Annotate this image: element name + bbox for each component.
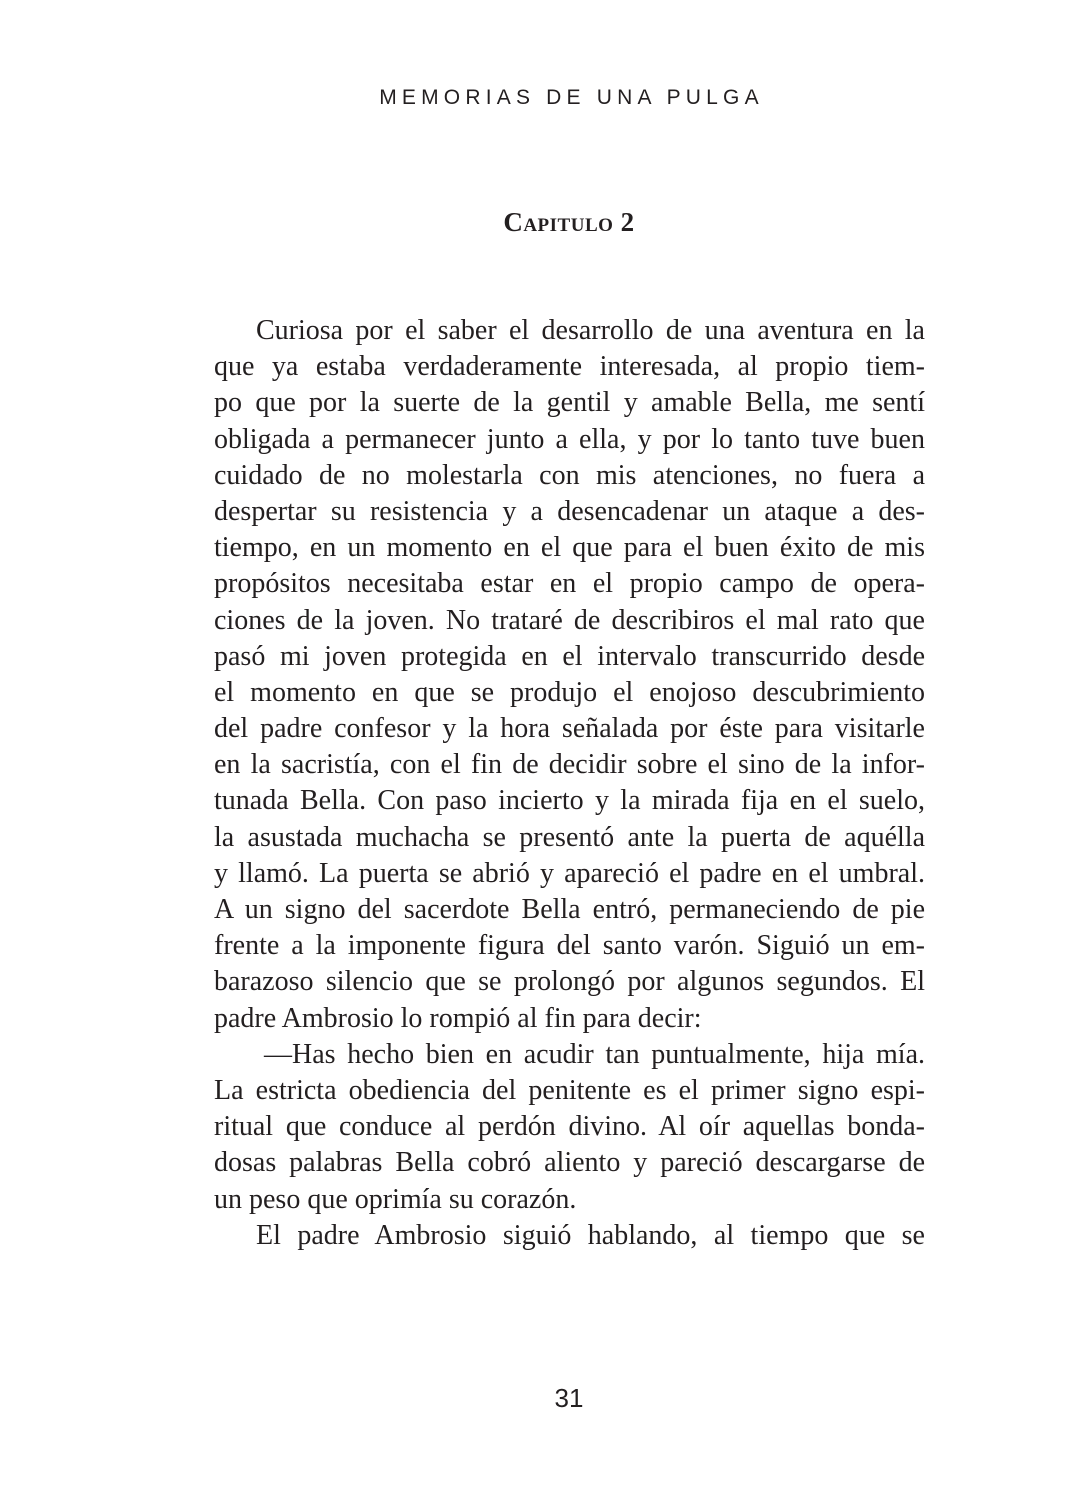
text-line: dosas palabras Bella cobró aliento y pareció descargarse de <box>214 1147 925 1179</box>
text-line: que ya estaba verdaderamente interesada, al propio tiem- <box>214 351 925 383</box>
text-line: tunada Bella. Con paso incierto y la mirada fija en el suelo, <box>214 785 925 817</box>
text-line: La estricta obediencia del penitente es el primer signo espi- <box>214 1074 925 1106</box>
text-line: A un signo del sacerdote Bella entró, permaneciendo de pie <box>214 894 925 925</box>
dialogue-line: —Has hecho bien en acudir tan puntualmente, hija mía. <box>264 1038 925 1070</box>
text-line: padre Ambrosio lo rompió al fin para decir: <box>214 1002 702 1034</box>
text-line: propósitos necesitaba estar en el propio campo de opera- <box>214 568 925 600</box>
text-line: obligada a permanecer junto a ella, y por lo tanto tuve buen <box>214 423 925 455</box>
text-line: del padre confesor y la hora señalada por éste para visitarle <box>214 713 925 745</box>
text-line: ciones de la joven. No trataré de describiros el mal rato que <box>214 604 925 636</box>
text-line: un peso que oprimía su corazón. <box>214 1183 577 1215</box>
text-line: y llamó. La puerta se abrió y apareció el padre en el umbral. <box>214 857 925 889</box>
body-text <box>214 313 925 1254</box>
text-line: ritual que conduce al perdón divino. Al oír aquellas bonda- <box>214 1111 925 1143</box>
text-line: frente a la imponente figura del santo varón. Siguió un em- <box>214 930 925 962</box>
text-line: cuidado de no molestarla con mis atenciones, no fuera a <box>214 459 925 491</box>
text-line: Curiosa por el saber el desarrollo de una aventura en la <box>256 315 925 346</box>
chapter-title: Capitulo 2 <box>503 207 635 237</box>
text-line: po que por la suerte de la gentil y amable Bella, me sentí <box>214 387 925 419</box>
text-line: en la sacristía, con el fin de decidir sobre el sino de la infor- <box>214 749 925 781</box>
text-line: pasó mi joven protegida en el intervalo transcurrido desde <box>214 640 925 672</box>
text-line: despertar su resistencia y a desencadenar un ataque a des- <box>214 495 925 527</box>
text-line: la asustada muchacha se presentó ante la puerta de aquélla <box>214 821 925 853</box>
page-number: 31 <box>554 1383 584 1413</box>
text-line: El padre Ambrosio siguió hablando, al tiempo que se <box>256 1219 925 1251</box>
text-line: barazoso silencio que se prolongó por algunos segundos. El <box>214 966 925 998</box>
text-line: el momento en que se produjo el enojoso descubrimiento <box>214 676 925 708</box>
running-head: MEMORIAS DE UNA PULGA <box>379 86 764 109</box>
text-line: tiempo, en un momento en el que para el buen éxito de mis <box>214 532 925 564</box>
